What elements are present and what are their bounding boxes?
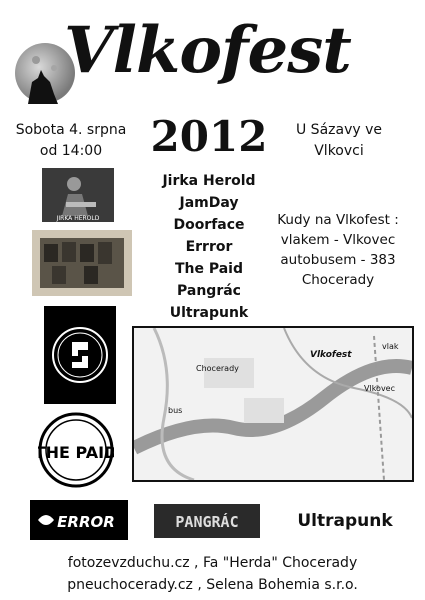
band-name: Jirka Herold (162, 173, 256, 189)
band-name: The Paid (174, 261, 244, 277)
band-name: Doorface (173, 217, 245, 233)
pangrac-logo (154, 504, 260, 538)
thepaid-logo-text: THE PAID (38, 443, 114, 462)
herold-logo-text: JIRKA HEROLD (56, 215, 100, 222)
band-name: Errror (185, 239, 233, 255)
place-line: U Sázavy ve (295, 122, 382, 138)
doorface-logo (44, 306, 116, 404)
band-name: Pangrác (177, 283, 241, 299)
map-label-bus: bus (168, 406, 183, 415)
location-map (132, 326, 414, 482)
year: 2012 (150, 112, 268, 161)
time-line: od 14:00 (39, 143, 103, 159)
map-label-festival: Vlkofest (310, 350, 352, 360)
directions-line: autobusem - 383 (280, 252, 396, 268)
directions-line: Kudy na Vlkofest : (277, 212, 399, 228)
directions-line: Chocerady (301, 272, 375, 288)
date-line: Sobota 4. srpna (15, 122, 127, 138)
ultrapunk-logo: Ultrapunk (297, 511, 393, 531)
error-logo-text: ERROR (57, 513, 115, 531)
date-block (8, 120, 134, 162)
jamday-photo (32, 230, 132, 296)
lineup (148, 170, 270, 324)
sponsor-line: pneuchocerady.cz , Selena Bohemia s.r.o. (67, 577, 358, 593)
place-line: Vlkovci (314, 143, 364, 159)
the-paid-logo (38, 412, 114, 488)
map-label-train: vlak (382, 342, 399, 351)
band-name: Ultrapunk (169, 305, 249, 321)
directions (266, 210, 410, 290)
directions-line: vlakem - Vlkovec (280, 232, 396, 248)
map-label-village: Vlkovec (364, 384, 395, 393)
pangrac-logo-text: PANGRÁC (175, 513, 239, 531)
sponsors-footer (0, 552, 425, 596)
band-name: JamDay (179, 195, 239, 211)
map-label-town: Chocerady (196, 364, 239, 373)
jirka-herold-photo (42, 168, 114, 222)
sponsor-line: fotozevzduchu.cz , Fa "Herda" Chocerady (67, 555, 358, 571)
festival-title: Vlkofest (64, 13, 351, 88)
place-block (276, 120, 402, 162)
error-logo (30, 500, 128, 540)
